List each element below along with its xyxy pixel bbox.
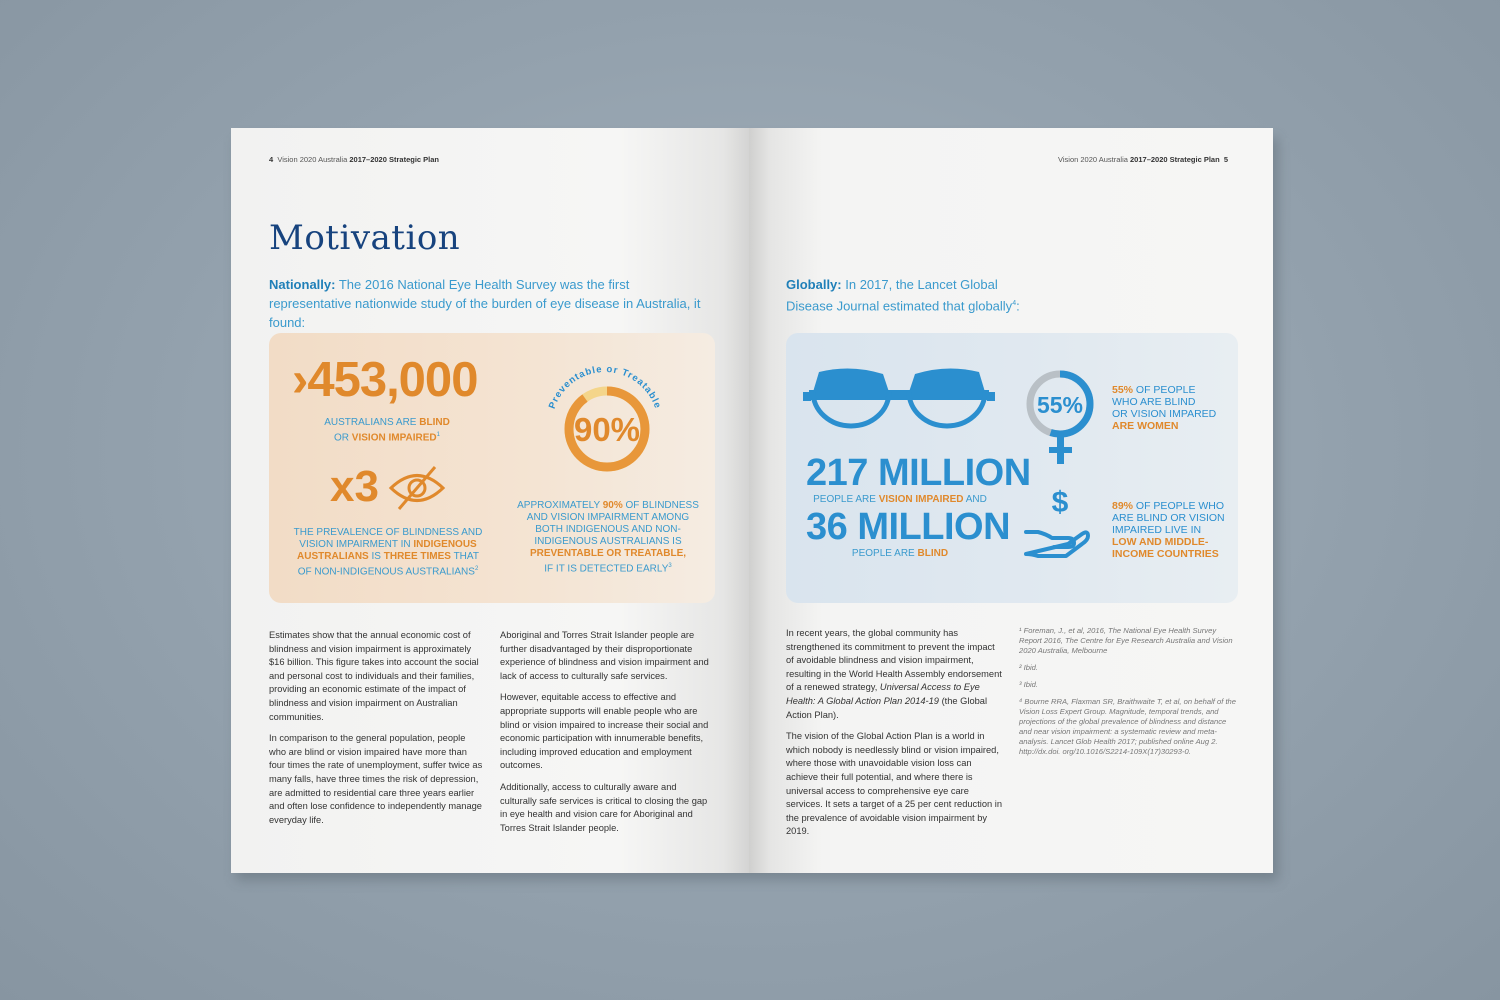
stat-x3: x3: [330, 462, 379, 511]
page-title: Motivation: [269, 218, 461, 258]
footnote: ¹ Foreman, J., et al, 2016, The National Eye Health Survey Report 2016, The Centre for Eye Research Australia and Vision 2020 Australia, Melbourne: [1019, 626, 1233, 655]
footnotes: [1019, 626, 1239, 764]
right-body-column-1: [786, 627, 1004, 847]
hand-dollar-icon: [1024, 484, 1090, 560]
donut-arc-label: Preventable or Treatable: [546, 363, 664, 411]
stat-453000: ›453,000: [292, 353, 478, 407]
paragraph: In recent years, the global community has strengthened its commitment to prevent the impact of avoidable blindness and vision impairment, resulting in the World Health Assembly endorsement of a renewed strategy, Universal Access to Eye Health: A Global Action Plan 2014-19 (the Global Action Plan).: [786, 628, 1002, 720]
paragraph: Estimates show that the annual economic cost of blindness and vision impairment is approximately $16 billion. This figure takes into account the social and personal cost to individuals and their families, providing an economic estimate of the impact of blindness and vision impairment on Australian communities.: [269, 630, 479, 722]
footnote: ³ Ibid.: [1019, 680, 1038, 689]
page-number: 4: [269, 155, 274, 164]
global-intro: Globally: In 2017, the Lancet Global Disease Journal estimated that globally$^4$:: [786, 277, 1020, 314]
page-number: 5: [1223, 155, 1229, 164]
left-body-column-2: [500, 629, 715, 843]
running-head-plan: 2017–2020 Strategic Plan: [1130, 155, 1220, 164]
paragraph: Aboriginal and Torres Strait Islander people are further disadvantaged by their disproportionate experience of blindness and vision impairment and lack of access to culturally safe services.: [500, 630, 709, 681]
income-caption: 89% OF PEOPLE WHO ARE BLIND OR VISION IMPAIRED LIVE IN LOW AND MIDDLE- INCOME COUNTRIES: [1112, 500, 1225, 560]
national-intro: [269, 275, 709, 332]
intro-lead: Globally:: [786, 277, 842, 292]
preventable-donut: [535, 355, 675, 495]
intro-lead: Nationally:: [269, 277, 336, 292]
intro-text: The 2016 National Eye Health Survey was the first representative nationwide study of the burden of eye disease in Australia, it found:: [269, 277, 701, 330]
running-head-org: Vision 2020 Australia: [1058, 155, 1128, 164]
stat-x3-caption: THE PREVALENCE OF BLINDNESS AND VISION IMPAIRMENT IN INDIGENOUS AUSTRALIANS IS THREE TIMES THAT OF NON-INDIGENOUS AUSTRALIANS$^2$: [293, 527, 483, 578]
right-running-head: [1058, 155, 1228, 164]
stat-90-caption: APPROXIMATELY 90% OF BLINDNESS AND VISION IMPAIRMENT AMONG BOTH INDIGENOUS AND NON- INDIGENOUS AUSTRALIANS IS PREVENTABLE OR TREATABLE, IF IT IS DETECTED EARLY$^3$: [517, 500, 699, 575]
paragraph: However, equitable access to effective and appropriate supports will enable people who are blind or vision impaired to increase their social and economic participation with innumerable benefits, including improved education and employment outcomes.: [500, 692, 709, 771]
paragraph: In comparison to the general population, people who are blind or vision impaired have more than four times the rate of unemployment, suffer twice as many falls, have three times the risk of depression, are admitted to residential care three years earlier and often lose confidence to independently manage everyday life.: [269, 733, 483, 825]
women-caption: 55% OF PEOPLE WHO ARE BLIND OR VISION IMPARED ARE WOMEN: [1112, 384, 1217, 432]
left-running-head: [269, 155, 439, 164]
running-head-plan: 2017–2020 Strategic Plan: [349, 155, 440, 164]
eye-slash-icon: [387, 465, 447, 511]
running-head-org: Vision 2020 Australia: [277, 155, 348, 164]
stat-36-million: 36 MILLION: [806, 506, 1011, 548]
paragraph: Additionally, access to culturally aware and culturally safe services is critical to closing the gap in eye health and vision care for Aboriginal and Torres Strait Islander people.: [500, 781, 708, 833]
footnote: ² Ibid.: [1019, 663, 1038, 672]
left-body-column-1: [269, 629, 484, 835]
stat-217-million: 217 MILLION: [806, 452, 1031, 494]
footnote: ⁴ Bourne RRA, Flaxman SR, Braithwaite T, et al, on behalf of the Vision Loss Expert Group. Magnitude, temporal trends, and projections of the global prevalence of blindness and distance and near vision impairment: a systematic review and meta-analysis. Lancet Glob Health 2017; published online Aug 2. http://dx.doi. org/10.1016/S2214-109X(17)30293-0.: [1019, 697, 1237, 756]
stat-453000-caption: AUSTRALIANS ARE BLIND OR VISION IMPAIRED$^1$: [324, 417, 450, 444]
glasses-icon: [803, 368, 995, 444]
female-symbol-icon: [1022, 368, 1098, 468]
donut-value: 90%: [573, 411, 641, 448]
stat-217-caption: PEOPLE ARE VISION IMPAIRED AND: [813, 494, 987, 505]
stat-36-caption: PEOPLE ARE BLIND: [851, 548, 949, 559]
women-percent: 55%: [1036, 392, 1084, 418]
svg-text:$: $: [1051, 486, 1069, 519]
paragraph: The vision of the Global Action Plan is a world in which nobody is needlessly blind or vision impaired, where those with unavoidable vision loss can achieve their full potential, and where there is universal access to comprehensive eye care services. It sets a target of a 25 per cent reduction in the prevalence of avoidable vision impairment by 2019.: [786, 731, 1003, 837]
